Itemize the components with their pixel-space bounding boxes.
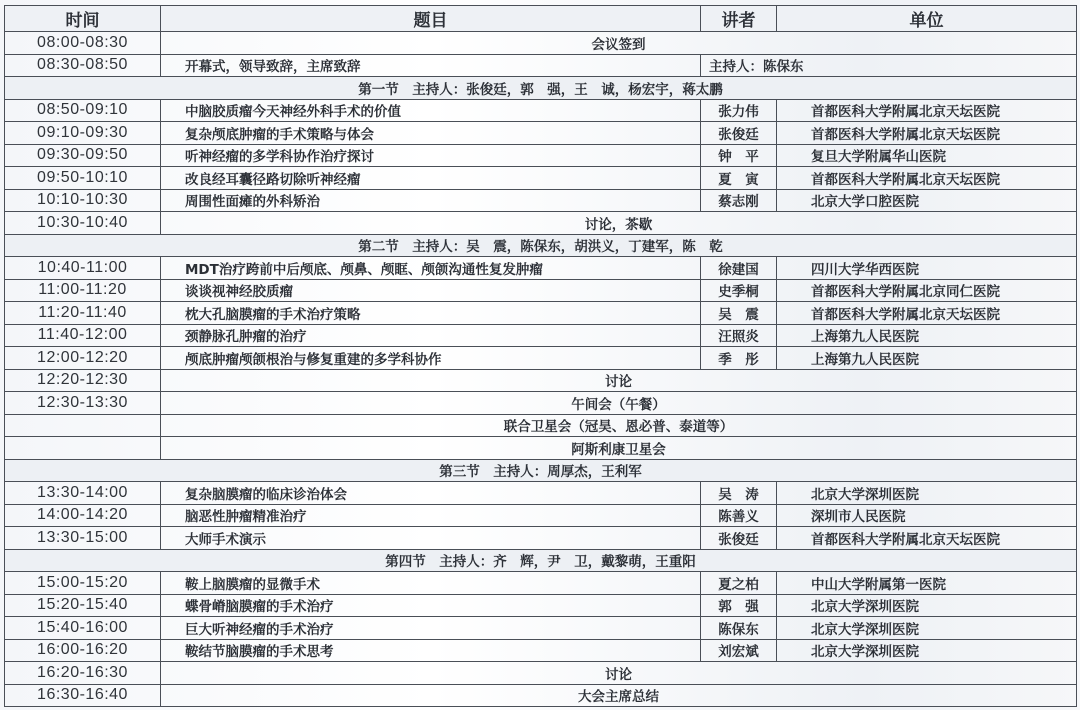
event-cell: 讨论，茶歇 (161, 212, 1077, 235)
time-cell: 16:20-16:30 (5, 662, 161, 685)
unit-cell: 北京大学深圳医院 (777, 639, 1077, 662)
time-cell: 12:30-13:30 (5, 392, 161, 415)
speaker-cell: 史季桐 (701, 279, 777, 302)
topic-cell: 大师手术演示 (161, 527, 701, 550)
time-cell: 16:00-16:20 (5, 639, 161, 662)
unit-cell: 首都医科大学附属北京天坛医院 (777, 99, 1077, 122)
event-cell: 联合卫星会（冠昊、恩必普、泰道等） (161, 414, 1077, 437)
topic-cell: 脑恶性肿瘤精准治疗 (161, 504, 701, 527)
schedule-row (5, 437, 1077, 460)
talk-row (5, 167, 1077, 190)
time-cell: 08:30-08:50 (5, 54, 161, 77)
event-cell: 讨论 (161, 662, 1077, 685)
schedule-body (5, 32, 1077, 707)
speaker-cell: 张俊廷 (701, 122, 777, 145)
event-cell: 会议签到 (161, 32, 1077, 55)
time-cell: 10:30-10:40 (5, 212, 161, 235)
header-unit: 单位 (777, 6, 1077, 32)
talk-row (5, 122, 1077, 145)
schedule-row (5, 32, 1077, 55)
unit-cell: 首都医科大学附属北京天坛医院 (777, 122, 1077, 145)
time-cell (5, 414, 161, 437)
talk-row (5, 527, 1077, 550)
unit-cell: 北京大学口腔医院 (777, 189, 1077, 212)
speaker-cell: 夏 寅 (701, 167, 777, 190)
schedule-row (5, 662, 1077, 685)
time-cell: 15:00-15:20 (5, 572, 161, 595)
talk-row (5, 572, 1077, 595)
topic-cell: MDT治疗跨前中后颅底、颅鼻、颅眶、颅颌沟通性复发肿瘤 (161, 257, 701, 280)
talk-row (5, 324, 1077, 347)
time-cell: 10:40-11:00 (5, 257, 161, 280)
event-cell: 大会主席总结 (161, 684, 1077, 707)
section-title: 第三节 主持人：周厚杰，王利军 (5, 459, 1077, 482)
unit-cell: 上海第九人民医院 (777, 324, 1077, 347)
topic-cell: 改良经耳囊径路切除听神经瘤 (161, 167, 701, 190)
time-cell: 11:00-11:20 (5, 279, 161, 302)
speaker-cell: 汪照炎 (701, 324, 777, 347)
talk-row (5, 144, 1077, 167)
schedule-row (5, 414, 1077, 437)
topic-cell: 复杂颅底肿瘤的手术策略与体会 (161, 122, 701, 145)
talk-row (5, 639, 1077, 662)
time-cell: 08:00-08:30 (5, 32, 161, 55)
topic-cell: 谈谈视神经胶质瘤 (161, 279, 701, 302)
speaker-cell: 徐建国 (701, 257, 777, 280)
unit-cell: 复旦大学附属华山医院 (777, 144, 1077, 167)
topic-cell: 颈静脉孔肿瘤的治疗 (161, 324, 701, 347)
talk-row (5, 279, 1077, 302)
topic-cell: 颅底肿瘤颅颌根治与修复重建的多学科协作 (161, 347, 701, 370)
talk-row (5, 347, 1077, 370)
section-title: 第一节 主持人：张俊廷，郭 强，王 诚，杨宏宇，蒋太鹏 (5, 77, 1077, 100)
schedule-row (5, 54, 1077, 77)
event-cell: 讨论 (161, 369, 1077, 392)
speaker-cell: 蔡志刚 (701, 189, 777, 212)
time-cell: 09:30-09:50 (5, 144, 161, 167)
time-cell: 11:40-12:00 (5, 324, 161, 347)
schedule-row (5, 369, 1077, 392)
unit-cell: 北京大学深圳医院 (777, 482, 1077, 505)
table-header (5, 6, 1077, 32)
schedule-row (5, 392, 1077, 415)
topic-cell: 中脑胶质瘤今天神经外科手术的价值 (161, 99, 701, 122)
topic-cell: 听神经瘤的多学科协作治疗探讨 (161, 144, 701, 167)
schedule-row (5, 684, 1077, 707)
unit-cell: 四川大学华西医院 (777, 257, 1077, 280)
unit-cell: 北京大学深圳医院 (777, 594, 1077, 617)
unit-cell: 首都医科大学附属北京同仁医院 (777, 279, 1077, 302)
time-cell: 13:30-15:00 (5, 527, 161, 550)
event-cell: 阿斯利康卫星会 (161, 437, 1077, 460)
speaker-cell: 吴 涛 (701, 482, 777, 505)
topic-cell: 枕大孔脑膜瘤的手术治疗策略 (161, 302, 701, 325)
speaker-cell: 张俊廷 (701, 527, 777, 550)
unit-cell: 首都医科大学附属北京天坛医院 (777, 167, 1077, 190)
talk-row (5, 617, 1077, 640)
time-cell: 15:20-15:40 (5, 594, 161, 617)
talk-row (5, 504, 1077, 527)
unit-cell: 首都医科大学附属北京天坛医院 (777, 302, 1077, 325)
speaker-cell: 刘宏斌 (701, 639, 777, 662)
conference-schedule-table (4, 5, 1077, 707)
unit-cell: 上海第九人民医院 (777, 347, 1077, 370)
event-cell: 午间会（午餐） (161, 392, 1077, 415)
header-time: 时间 (5, 6, 161, 32)
time-cell: 16:30-16:40 (5, 684, 161, 707)
speaker-cell: 吴 震 (701, 302, 777, 325)
topic-cell: 巨大听神经瘤的手术治疗 (161, 617, 701, 640)
time-cell: 14:00-14:20 (5, 504, 161, 527)
speaker-cell: 钟 平 (701, 144, 777, 167)
time-cell: 09:50-10:10 (5, 167, 161, 190)
talk-row (5, 257, 1077, 280)
section-row (5, 77, 1077, 100)
host-cell: 主持人：陈保东 (701, 54, 1077, 77)
talk-row (5, 189, 1077, 212)
unit-cell: 北京大学深圳医院 (777, 617, 1077, 640)
topic-cell: 复杂脑膜瘤的临床诊治体会 (161, 482, 701, 505)
header-speaker: 讲者 (701, 6, 777, 32)
section-title: 第四节 主持人：齐 辉，尹 卫，戴黎萌，王重阳 (5, 549, 1077, 572)
time-cell: 12:00-12:20 (5, 347, 161, 370)
topic-cell: 周围性面瘫的外科矫治 (161, 189, 701, 212)
time-cell: 13:30-14:00 (5, 482, 161, 505)
talk-row (5, 482, 1077, 505)
talk-row (5, 302, 1077, 325)
time-cell (5, 437, 161, 460)
schedule-row (5, 212, 1077, 235)
time-cell: 12:20-12:30 (5, 369, 161, 392)
section-row (5, 549, 1077, 572)
section-row (5, 234, 1077, 257)
topic-cell: 鞍结节脑膜瘤的手术思考 (161, 639, 701, 662)
speaker-cell: 张力伟 (701, 99, 777, 122)
talk-row (5, 99, 1077, 122)
speaker-cell: 郭 强 (701, 594, 777, 617)
topic-cell: 鞍上脑膜瘤的显微手术 (161, 572, 701, 595)
time-cell: 11:20-11:40 (5, 302, 161, 325)
speaker-cell: 夏之柏 (701, 572, 777, 595)
header-topic: 题目 (161, 6, 701, 32)
time-cell: 15:40-16:00 (5, 617, 161, 640)
speaker-cell: 陈保东 (701, 617, 777, 640)
unit-cell: 中山大学附属第一医院 (777, 572, 1077, 595)
talk-row (5, 594, 1077, 617)
time-cell: 10:10-10:30 (5, 189, 161, 212)
unit-cell: 首都医科大学附属北京天坛医院 (777, 527, 1077, 550)
speaker-cell: 陈善义 (701, 504, 777, 527)
time-cell: 09:10-09:30 (5, 122, 161, 145)
unit-cell: 深圳市人民医院 (777, 504, 1077, 527)
section-row (5, 459, 1077, 482)
topic-cell: 开幕式，领导致辞，主席致辞 (161, 54, 701, 77)
time-cell: 08:50-09:10 (5, 99, 161, 122)
section-title: 第二节 主持人：吴 震，陈保东，胡洪义，丁建军，陈 乾 (5, 234, 1077, 257)
speaker-cell: 季 彤 (701, 347, 777, 370)
topic-cell: 蝶骨嵴脑膜瘤的手术治疗 (161, 594, 701, 617)
